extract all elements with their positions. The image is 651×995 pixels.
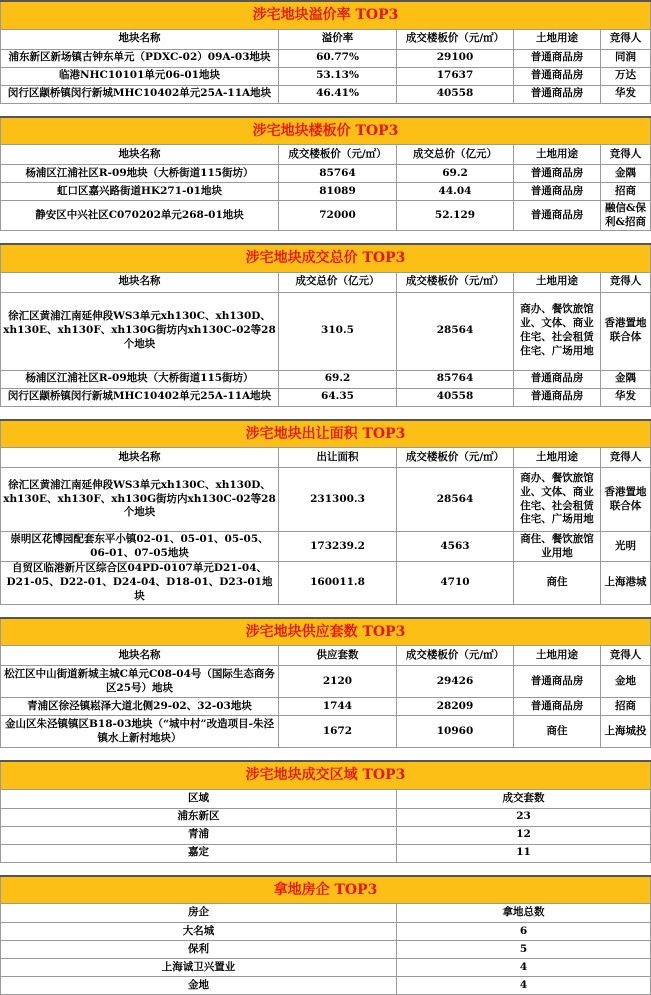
spacer <box>0 231 650 243</box>
table-cell: 万达 <box>601 67 651 85</box>
table-cell: 普通商品房 <box>514 388 601 406</box>
table-row <box>1 49 651 67</box>
section-title: 涉宅地块成交总价 TOP3 <box>1 244 651 272</box>
table-cell: 23 <box>397 808 651 826</box>
table-row <box>1 532 651 562</box>
area-table <box>0 419 651 605</box>
region-table <box>0 760 651 863</box>
table-cell: 53.13% <box>279 67 397 85</box>
column-header: 拿地总数 <box>397 904 651 923</box>
table-cell: 松江区中山街道新城主城C单元C08-04号（国际生态商务区25号）地块 <box>1 666 279 698</box>
table-cell: 44.04 <box>397 183 514 201</box>
spacer <box>0 407 650 419</box>
column-header: 地块名称 <box>1 272 279 292</box>
table-cell: 64.35 <box>279 388 397 406</box>
table-row <box>1 201 651 231</box>
table-row <box>1 959 651 977</box>
section-title: 涉宅地块楼板价 TOP3 <box>1 117 651 145</box>
table-cell: 85764 <box>279 165 397 183</box>
table-cell: 普通商品房 <box>514 201 601 231</box>
table-cell: 普通商品房 <box>514 85 601 103</box>
column-header: 成交楼板价（元/㎡） <box>397 272 514 292</box>
table-cell: 69.2 <box>279 370 397 388</box>
table-cell: 闵行区颛桥镇闵行新城MHC10402单元25A-11A地块 <box>1 85 279 103</box>
table-cell: 金地 <box>1 977 397 995</box>
table-cell: 自贸区临港新片区综合区04PD-0107单元D21-04、D21-05、D22-01、D24-04、D18-01、D23-01地块 <box>1 562 279 605</box>
table-cell: 10960 <box>397 716 514 748</box>
column-header: 土地用途 <box>514 29 601 49</box>
developer-table <box>0 875 651 995</box>
spacer <box>0 863 650 875</box>
table-cell: 杨浦区江浦社区R-09地块（大桥街道115街坊） <box>1 165 279 183</box>
table-cell: 46.41% <box>279 85 397 103</box>
premium-table <box>0 0 651 104</box>
table-cell: 崇明区花博园配套东平小镇02-01、05-01、05-05、06-01、07-05地块 <box>1 532 279 562</box>
table-cell: 金隅 <box>601 165 651 183</box>
column-header: 竞得人 <box>601 272 651 292</box>
table-cell: 28564 <box>397 292 514 370</box>
table-row <box>1 808 651 826</box>
table-cell: 香港置地联合体 <box>601 468 651 532</box>
table-cell: 徐汇区黄浦江南延伸段WS3单元xh130C、xh130D、xh130E、xh130F、xh130G街坊内xh130C-02等28个地块 <box>1 468 279 532</box>
table-row <box>1 698 651 716</box>
table-cell: 310.5 <box>279 292 397 370</box>
table-row <box>1 977 651 995</box>
table-row <box>1 165 651 183</box>
column-header: 地块名称 <box>1 448 279 468</box>
table-cell: 虹口区嘉兴路街道HK271-01地块 <box>1 183 279 201</box>
column-header: 竞得人 <box>601 646 651 666</box>
table-cell: 华发 <box>601 388 651 406</box>
column-header: 土地用途 <box>514 272 601 292</box>
table-cell: 28564 <box>397 468 514 532</box>
column-header: 竞得人 <box>601 145 651 165</box>
table-row <box>1 562 651 605</box>
table-cell: 29426 <box>397 666 514 698</box>
table-row <box>1 183 651 201</box>
table-cell: 浦东新区新场镇古钟东单元（PDXC-02）09A-03地块 <box>1 49 279 67</box>
section-title: 涉宅地块成交区域 TOP3 <box>1 761 651 789</box>
column-header: 土地用途 <box>514 448 601 468</box>
column-header: 土地用途 <box>514 145 601 165</box>
table-cell: 同润 <box>601 49 651 67</box>
table-cell: 青浦区徐泾镇崧泽大道北侧29-02、32-03地块 <box>1 698 279 716</box>
table-cell: 4 <box>397 977 651 995</box>
table-cell: 杨浦区江浦社区R-09地块（大桥街道115街坊） <box>1 370 279 388</box>
spacer <box>0 748 650 760</box>
table-cell: 普通商品房 <box>514 666 601 698</box>
table-cell: 金地 <box>601 666 651 698</box>
column-header: 成交套数 <box>397 789 651 808</box>
table-cell: 173239.2 <box>279 532 397 562</box>
table-cell: 融信&保利&招商 <box>601 201 651 231</box>
table-cell: 81089 <box>279 183 397 201</box>
section-title: 涉宅地块出让面积 TOP3 <box>1 420 651 448</box>
section-title: 拿地房企 TOP3 <box>1 876 651 904</box>
totalprice-table <box>0 243 651 407</box>
table-cell: 普通商品房 <box>514 183 601 201</box>
table-cell: 大名城 <box>1 923 397 941</box>
table-cell: 12 <box>397 826 651 844</box>
column-header: 地块名称 <box>1 145 279 165</box>
table-cell: 6 <box>397 923 651 941</box>
table-cell: 上海港城 <box>601 562 651 605</box>
table-row <box>1 941 651 959</box>
table-row <box>1 716 651 748</box>
column-header: 成交总价（亿元） <box>279 272 397 292</box>
table-cell: 4710 <box>397 562 514 605</box>
table-cell: 60.77% <box>279 49 397 67</box>
table-cell: 浦东新区 <box>1 808 397 826</box>
table-cell: 普通商品房 <box>514 370 601 388</box>
table-cell: 5 <box>397 941 651 959</box>
section-title: 涉宅地块供应套数 TOP3 <box>1 618 651 646</box>
column-header: 竞得人 <box>601 448 651 468</box>
column-header: 成交楼板价（元/㎡） <box>397 448 514 468</box>
table-row <box>1 468 651 532</box>
table-row <box>1 67 651 85</box>
table-cell: 光明 <box>601 532 651 562</box>
table-row <box>1 85 651 103</box>
table-row <box>1 923 651 941</box>
supply-table <box>0 617 651 749</box>
table-cell: 静安区中兴社区C070202单元268-01地块 <box>1 201 279 231</box>
table-cell: 40558 <box>397 85 514 103</box>
table-cell: 青浦 <box>1 826 397 844</box>
table-cell: 徐汇区黄浦江南延伸段WS3单元xh130C、xh130D、xh130E、xh130F、xh130G街坊内xh130C-02等28个地块 <box>1 292 279 370</box>
table-cell: 上海诚卫兴置业 <box>1 959 397 977</box>
table-cell: 香港置地联合体 <box>601 292 651 370</box>
table-cell: 华发 <box>601 85 651 103</box>
table-cell: 保利 <box>1 941 397 959</box>
table-cell: 1744 <box>279 698 397 716</box>
section-title: 涉宅地块溢价率 TOP3 <box>1 1 651 29</box>
table-row <box>1 370 651 388</box>
table-cell: 普通商品房 <box>514 67 601 85</box>
table-row <box>1 666 651 698</box>
table-cell: 普通商品房 <box>514 49 601 67</box>
table-cell: 72000 <box>279 201 397 231</box>
column-header: 地块名称 <box>1 646 279 666</box>
table-cell: 普通商品房 <box>514 165 601 183</box>
column-header: 土地用途 <box>514 646 601 666</box>
table-cell: 4563 <box>397 532 514 562</box>
table-row <box>1 388 651 406</box>
table-cell: 商住、餐饮旅馆业用地 <box>514 532 601 562</box>
table-cell: 1672 <box>279 716 397 748</box>
table-cell: 29100 <box>397 49 514 67</box>
table-cell: 商办、餐饮旅馆业、文体、商业住宅、社会租赁住宅、广场用地 <box>514 292 601 370</box>
column-header: 地块名称 <box>1 29 279 49</box>
column-header: 成交楼板价（元/㎡） <box>397 29 514 49</box>
table-cell: 金山区朱泾镇镇区B18-03地块（“城中村”改造项目-朱泾镇水上新村地块） <box>1 716 279 748</box>
table-row <box>1 826 651 844</box>
table-cell: 85764 <box>397 370 514 388</box>
table-cell: 嘉定 <box>1 844 397 862</box>
spacer <box>0 605 650 617</box>
table-cell: 招商 <box>601 698 651 716</box>
column-header: 房企 <box>1 904 397 923</box>
column-header: 溢价率 <box>279 29 397 49</box>
table-cell: 40558 <box>397 388 514 406</box>
table-cell: 69.2 <box>397 165 514 183</box>
column-header: 成交楼板价（元/㎡） <box>279 145 397 165</box>
table-cell: 金隅 <box>601 370 651 388</box>
column-header: 竞得人 <box>601 29 651 49</box>
table-cell: 普通商品房 <box>514 698 601 716</box>
spacer <box>0 104 650 116</box>
table-cell: 上海城投 <box>601 716 651 748</box>
table-cell: 160011.8 <box>279 562 397 605</box>
table-cell: 临港NHC10101单元06-01地块 <box>1 67 279 85</box>
table-row <box>1 844 651 862</box>
table-cell: 11 <box>397 844 651 862</box>
column-header: 供应套数 <box>279 646 397 666</box>
table-row <box>1 292 651 370</box>
column-header: 成交总价（亿元） <box>397 145 514 165</box>
table-cell: 231300.3 <box>279 468 397 532</box>
table-cell: 商住 <box>514 716 601 748</box>
table-cell: 52.129 <box>397 201 514 231</box>
column-header: 成交楼板价（元/㎡） <box>397 646 514 666</box>
table-cell: 4 <box>397 959 651 977</box>
table-cell: 商办、餐饮旅馆业、文体、商业住宅、社会租赁住宅、广场用地 <box>514 468 601 532</box>
column-header: 区域 <box>1 789 397 808</box>
floorprice-table <box>0 116 651 232</box>
column-header: 出让面积 <box>279 448 397 468</box>
table-cell: 17637 <box>397 67 514 85</box>
table-cell: 2120 <box>279 666 397 698</box>
table-cell: 商住 <box>514 562 601 605</box>
table-cell: 招商 <box>601 183 651 201</box>
table-cell: 闵行区颛桥镇闵行新城MHC10402单元25A-11A地块 <box>1 388 279 406</box>
table-cell: 28209 <box>397 698 514 716</box>
